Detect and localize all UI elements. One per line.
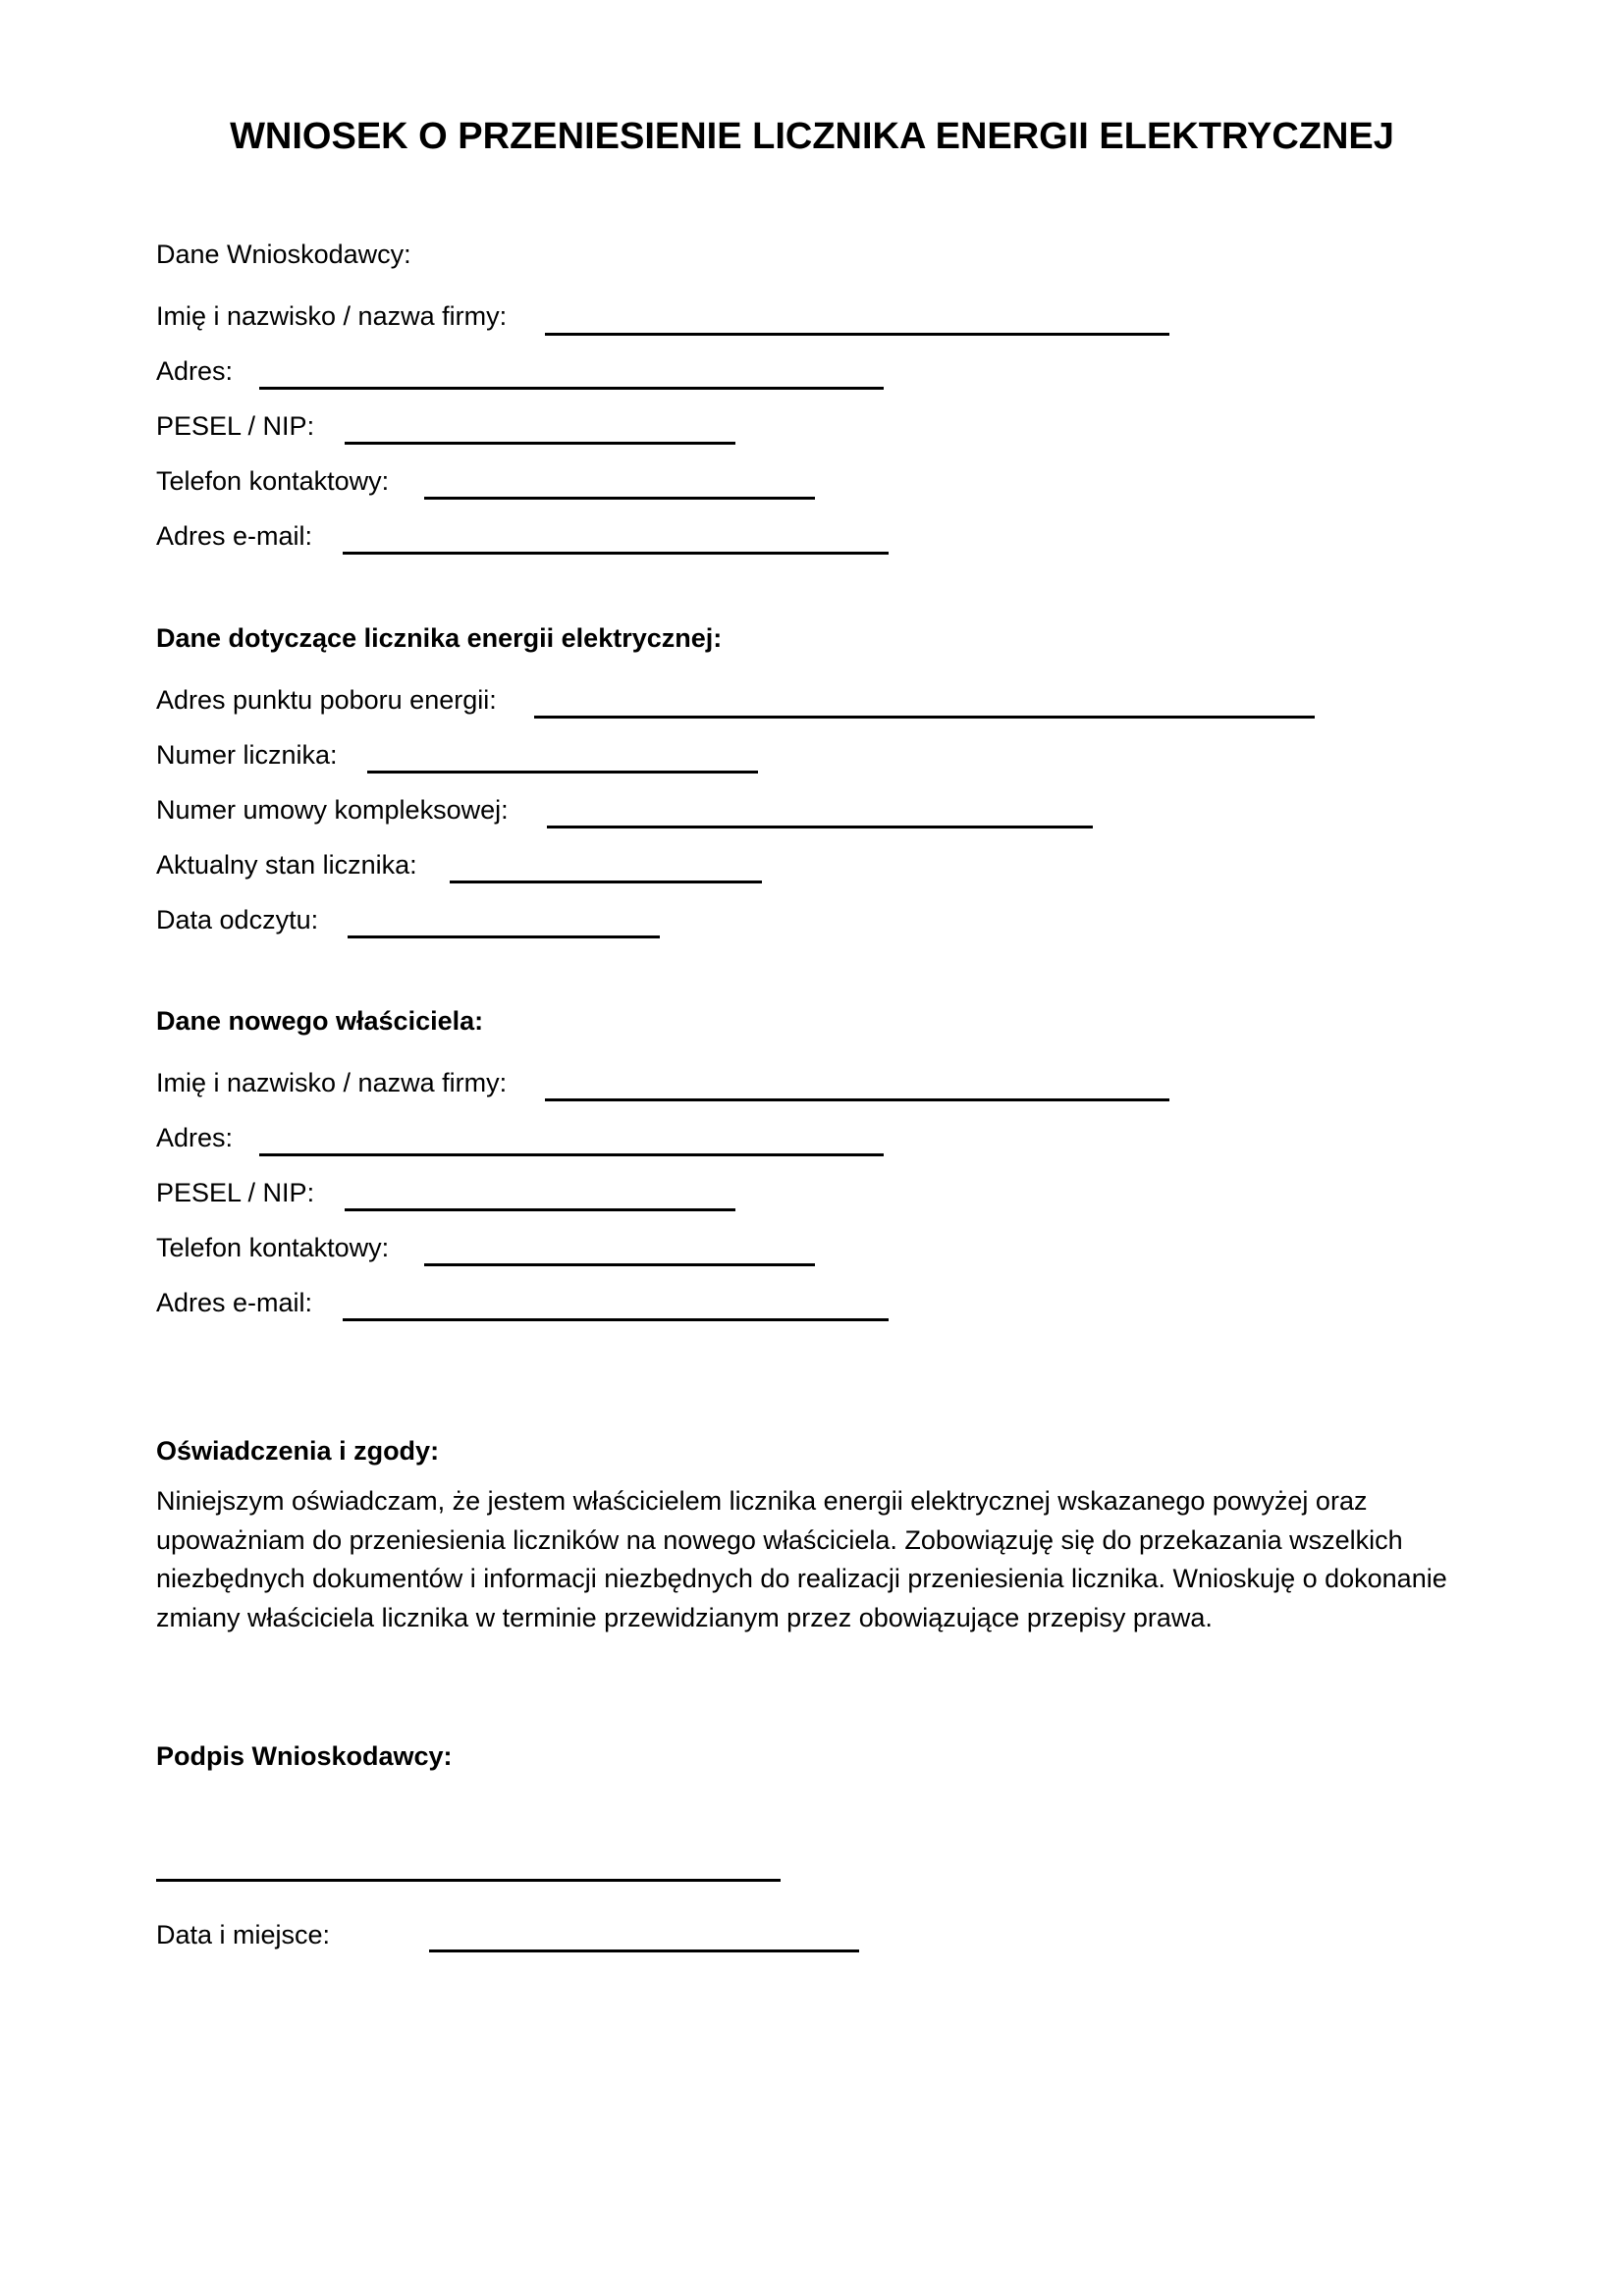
- meter-ppe-label: Adres punktu poboru energii:: [156, 685, 497, 715]
- declarations-text: Niniejszym oświadczam, że jestem właścicielem licznika energii elektrycznej wskazanego powyżej oraz upoważniam do przeniesienia liczników na nowego właściciela. Zobowiązuję się do przekazania wszelkich niezbędnych dokumentów i informacji niezbędnych do realizacji przeniesienia licznika. Wnioskuję o dokonanie zmiany właściciela licznika w terminie przewidzianym przez obowiązujące przepisy prawa.: [156, 1486, 1447, 1632]
- date-place-field[interactable]: [429, 1949, 859, 1952]
- meter-ppe-field[interactable]: [534, 716, 1315, 719]
- declarations-heading: Oświadczenia i zgody:: [156, 1436, 440, 1466]
- new-owner-address-field[interactable]: [259, 1153, 884, 1156]
- meter-number-field[interactable]: [367, 771, 758, 774]
- applicant-heading: Dane Wnioskodawcy:: [156, 240, 411, 269]
- applicant-phone-label: Telefon kontaktowy:: [156, 466, 390, 496]
- applicant-pesel-label: PESEL / NIP:: [156, 411, 315, 441]
- meter-contract-label: Numer umowy kompleksowej:: [156, 795, 509, 825]
- meter-number-label: Numer licznika:: [156, 740, 338, 770]
- new-owner-address-label: Adres:: [156, 1123, 234, 1152]
- meter-contract-field[interactable]: [547, 826, 1093, 828]
- applicant-email-field[interactable]: [343, 552, 889, 555]
- applicant-name-field[interactable]: [545, 333, 1169, 336]
- new-owner-phone-field[interactable]: [424, 1263, 815, 1266]
- new-owner-name-label: Imię i nazwisko / nazwa firmy:: [156, 1068, 508, 1097]
- applicant-address-field[interactable]: [259, 387, 884, 390]
- new-owner-pesel-field[interactable]: [345, 1208, 735, 1211]
- new-owner-email-label: Adres e-mail:: [156, 1288, 313, 1317]
- document-title: WNIOSEK O PRZENIESIENIE LICZNIKA ENERGII ELEKTRYCZNEJ: [230, 116, 1394, 157]
- new-owner-email-field[interactable]: [343, 1318, 889, 1321]
- applicant-phone-field[interactable]: [424, 497, 815, 500]
- applicant-name-label: Imię i nazwisko / nazwa firmy:: [156, 301, 508, 331]
- applicant-address-label: Adres:: [156, 356, 234, 386]
- new-owner-pesel-label: PESEL / NIP:: [156, 1178, 315, 1207]
- new-owner-heading: Dane nowego właściciela:: [156, 1006, 484, 1036]
- applicant-pesel-field[interactable]: [345, 442, 735, 445]
- meter-date-label: Data odczytu:: [156, 905, 319, 934]
- applicant-email-label: Adres e-mail:: [156, 521, 313, 551]
- meter-heading: Dane dotyczące licznika energii elektrycznej:: [156, 623, 723, 653]
- meter-reading-field[interactable]: [450, 881, 762, 883]
- meter-date-field[interactable]: [348, 935, 660, 938]
- signature-line[interactable]: [156, 1879, 781, 1882]
- new-owner-phone-label: Telefon kontaktowy:: [156, 1233, 390, 1262]
- meter-reading-label: Aktualny stan licznika:: [156, 850, 417, 880]
- new-owner-name-field[interactable]: [545, 1098, 1169, 1101]
- date-place-label: Data i miejsce:: [156, 1920, 331, 1949]
- signature-heading: Podpis Wnioskodawcy:: [156, 1741, 453, 1771]
